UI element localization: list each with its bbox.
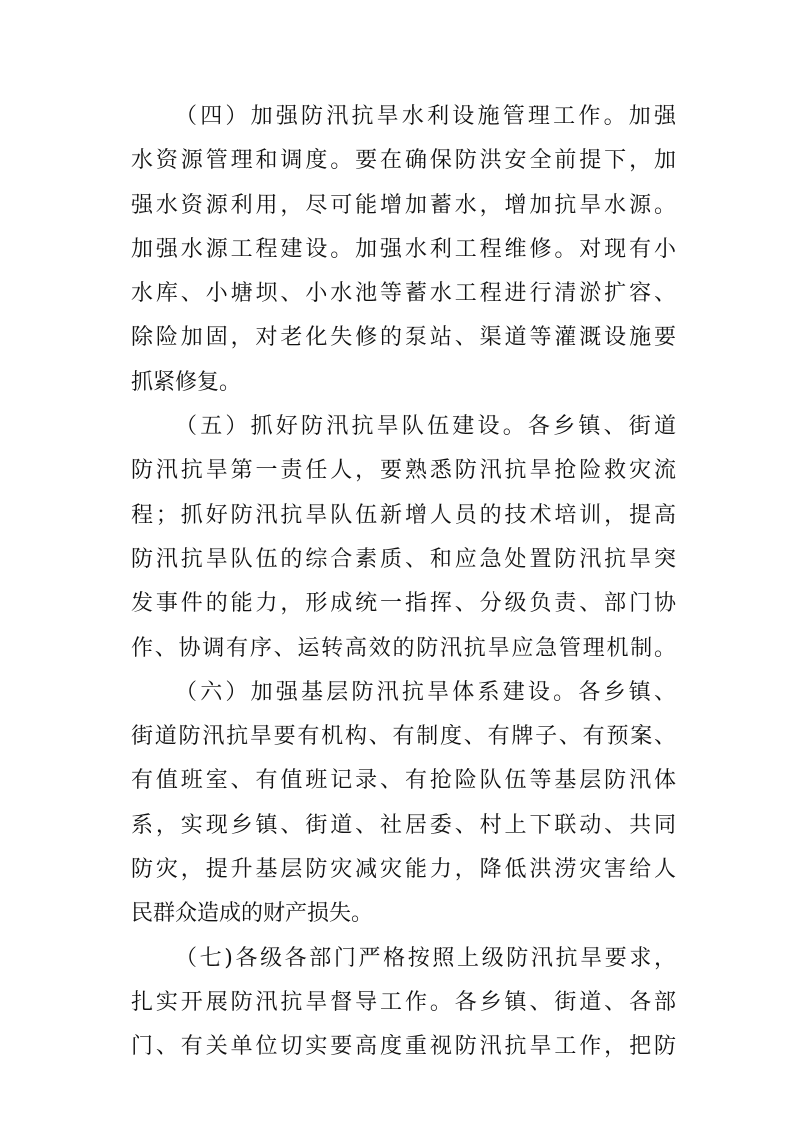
paragraph-5-line-4: 防汛抗旱队伍的综合素质、和应急处置防汛抗旱突 — [131, 546, 676, 572]
paragraph-4-line-7: 抓紧修复。 — [131, 369, 242, 395]
paragraph-4-line-2: 水资源管理和调度。要在确保防洪安全前提下，加 — [131, 148, 676, 174]
paragraph-6-line-2: 街道防汛抗旱要有机构、有制度、有牌子、有预案、 — [131, 724, 676, 750]
paragraph-4-line-6: 除险加固，对老化失修的泵站、渠道等灌溉设施要 — [131, 325, 676, 351]
paragraph-6-line-4: 系，实现乡镇、街道、社居委、村上下联动、共同 — [131, 812, 676, 838]
paragraph-4-line-3: 强水资源利用，尽可能增加蓄水，增加抗旱水源。 — [131, 192, 676, 218]
paragraph-6-line-3: 有值班室、有值班记录、有抢险队伍等基层防汛体 — [131, 768, 676, 794]
paragraph-4-line-1: （四）加强防汛抗旱水利设施管理工作。加强 — [175, 104, 676, 129]
paragraph-4-line-5: 水库、小塘坝、小水池等蓄水工程进行清淤扩容、 — [131, 281, 676, 307]
paragraph-5-line-6: 作、协调有序、运转高效的防汛抗旱应急管理机制。 — [131, 635, 676, 661]
paragraph-7-line-2: 扎实开展防汛抗旱督导工作。各乡镇、街道、各部 — [131, 989, 676, 1015]
paragraph-4-line-4: 加强水源工程建设。加强水利工程维修。对现有小 — [131, 236, 676, 262]
paragraph-7-line-3: 门、有关单位切实要高度重视防汛抗旱工作，把防 — [131, 1034, 676, 1060]
paragraph-6-line-1: （六）加强基层防汛抗旱体系建设。各乡镇、 — [175, 679, 676, 705]
paragraph-5-line-3: 程；抓好防汛抗旱队伍新增人员的技术培训，提高 — [131, 502, 676, 528]
document-body — [131, 95, 676, 1070]
paragraph-5-line-1: （五）抓好防汛抗旱队伍建设。各乡镇、街道 — [175, 414, 676, 440]
paragraph-5-line-2: 防汛抗旱第一责任人，要熟悉防汛抗旱抢险救灾流 — [131, 458, 676, 484]
paragraph-6-line-5: 防灾，提升基层防灾减灾能力，降低洪涝灾害给人 — [131, 857, 676, 883]
paragraph-7-line-1: （七)各级各部门严格按照上级防汛抗旱要求， — [175, 945, 676, 971]
paragraph-5-line-5: 发事件的能力，形成统一指挥、分级负责、部门协 — [131, 591, 676, 617]
paragraph-6-line-6: 民群众造成的财产损失。 — [131, 901, 374, 927]
